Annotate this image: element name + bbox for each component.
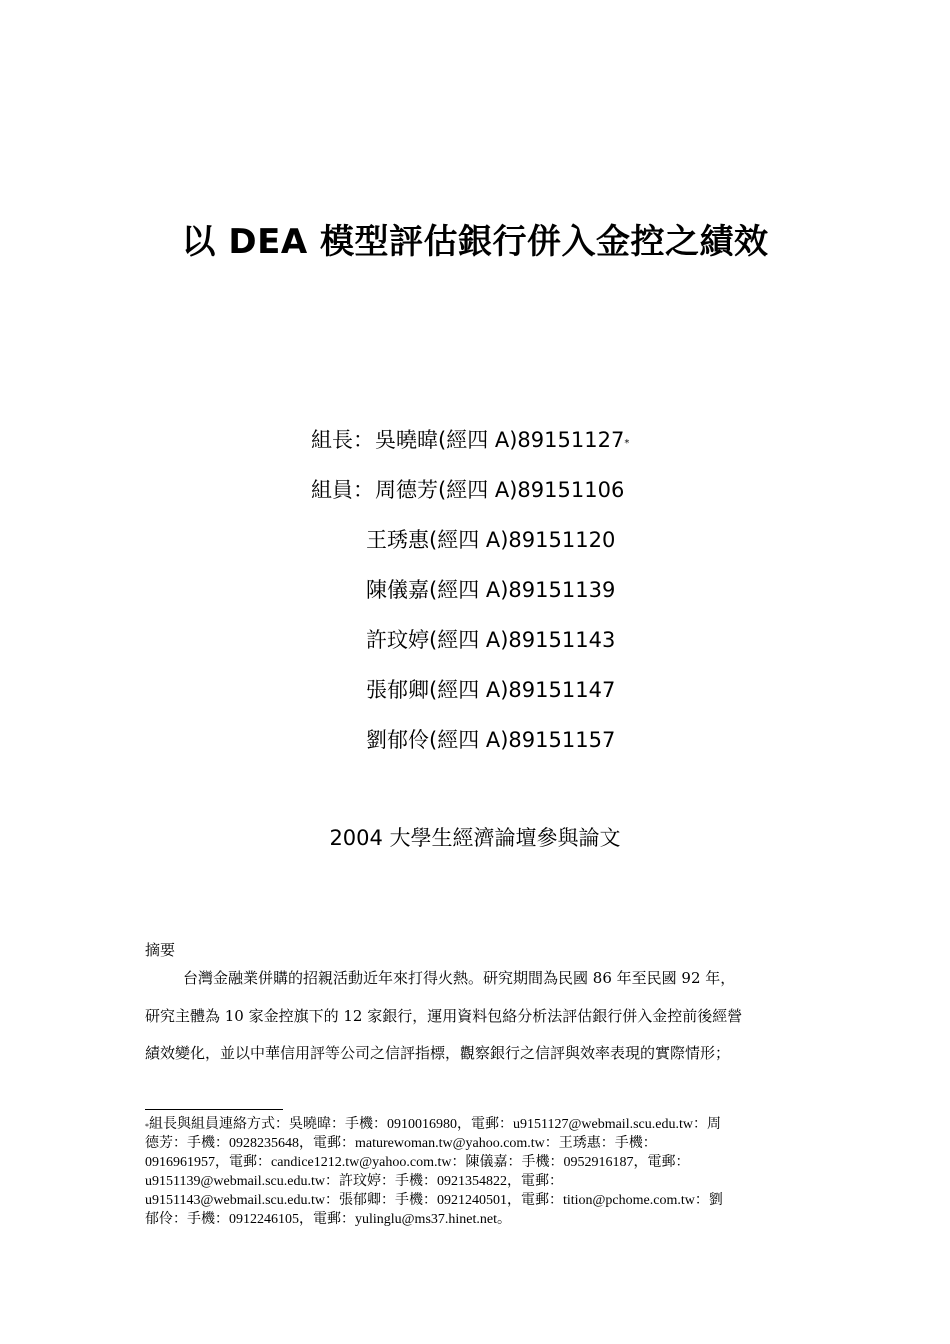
leader-label: 組長： bbox=[311, 428, 374, 452]
footnote-line: u9151139@webmail.scu.edu.tw：許玟婷：手機：0921354822，電郵： bbox=[145, 1174, 563, 1189]
footnote bbox=[145, 1115, 807, 1229]
member-name: 王琇惠(經四 A)89151120 bbox=[366, 528, 616, 552]
member-row-leader bbox=[0, 420, 950, 470]
member-name: 周德芳(經四 A)89151106 bbox=[375, 478, 625, 502]
member-row bbox=[0, 620, 950, 670]
abstract-line: 台灣金融業併購的招親活動近年來打得火熱。研究期間為民國 86 年至民國 92 年， bbox=[183, 969, 736, 987]
footnote-line: 德芳：手機：0928235648，電郵：maturewoman.tw@yahoo.com.tw：王琇惠：手機： bbox=[145, 1136, 657, 1151]
footnote-line: *組長與組員連絡方式：吳曉暐：手機：0910016980，電郵：u9151127@webmail.scu.edu.tw：周 bbox=[145, 1117, 721, 1132]
footnote-line: u9151143@webmail.scu.edu.tw：張郁卿：手機：0921240501，電郵：tition@pchome.com.tw：劉 bbox=[145, 1193, 723, 1208]
member-row bbox=[0, 470, 950, 520]
member-row bbox=[0, 720, 950, 770]
member-name: 劉郁伶(經四 A)89151157 bbox=[366, 728, 616, 752]
member-name: 吳曉暐(經四 A)89151127* bbox=[375, 428, 630, 452]
member-row bbox=[0, 520, 950, 570]
page-title: 以 DEA 模型評估銀行併入金控之績效 bbox=[181, 222, 769, 262]
footnote-line: 郁伶：手機：0912246105，電郵：yulinglu@ms37.hinet.net。 bbox=[145, 1212, 511, 1227]
footnote-marker: * bbox=[145, 1122, 149, 1131]
member-name: 許玟婷(經四 A)89151143 bbox=[366, 628, 616, 652]
abstract-line: 績效變化，並以中華信用評等公司之信評指標，觀察銀行之信評與效率表現的實際情形； bbox=[145, 1044, 731, 1062]
footnote-marker: * bbox=[624, 438, 630, 449]
members-label: 組員： bbox=[311, 478, 374, 502]
member-list bbox=[0, 420, 950, 770]
abstract-line: 研究主體為 10 家金控旗下的 12 家銀行，運用資料包絡分析法評估銀行併入金控前後經營 bbox=[145, 1006, 743, 1025]
member-name: 陳儀嘉(經四 A)89151139 bbox=[366, 578, 616, 602]
member-row bbox=[0, 570, 950, 620]
footnote-line: 0916961957，電郵：candice1212.tw@yahoo.com.tw：陳儀嘉：手機：0952916187，電郵： bbox=[145, 1155, 690, 1170]
member-name: 張郁卿(經四 A)89151147 bbox=[366, 678, 616, 702]
forum-subtitle: 2004 大學生經濟論壇參與論文 bbox=[329, 826, 621, 850]
footnote-divider bbox=[145, 1109, 283, 1110]
abstract-heading: 摘要 bbox=[145, 941, 176, 959]
abstract-body bbox=[145, 960, 807, 1073]
member-row bbox=[0, 670, 950, 720]
